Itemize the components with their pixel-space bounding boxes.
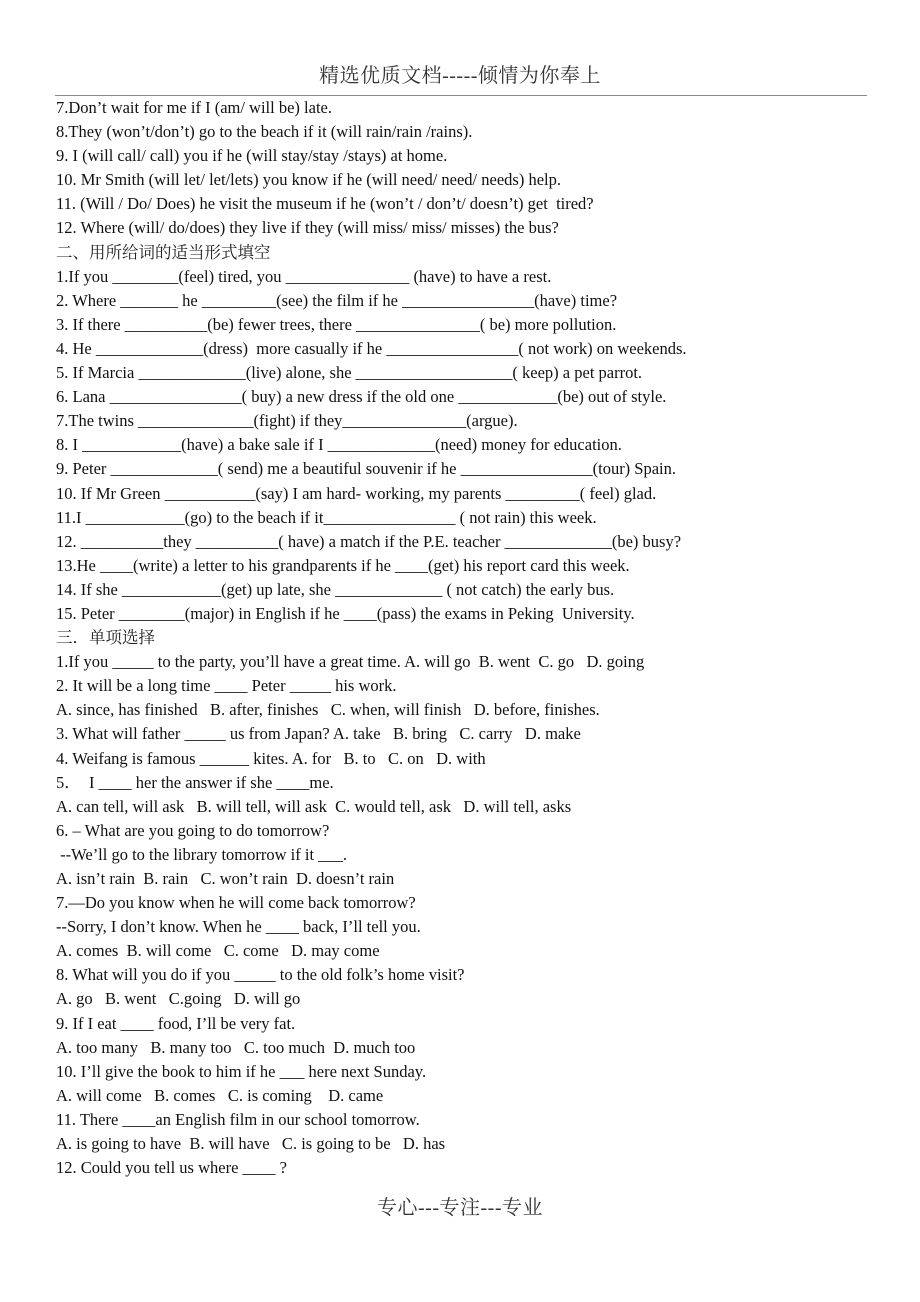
exercise-line: A. will come B. comes C. is coming D. came [56, 1085, 384, 1105]
exercise-line: A. since, has finished B. after, finishes C. when, will finish D. before, finishes. [56, 700, 600, 720]
exercise-line: 9. Peter _____________( send) me a beautiful souvenir if he ________________(tour) Spain. [56, 459, 677, 479]
exercise-line: 3. If there __________(be) fewer trees, there _______________( be) more pollution. [56, 314, 617, 334]
exercise-line: 4. He _____________(dress) more casually if he ________________( not work) on weekends. [56, 338, 687, 358]
exercise-line: 9. I (will call/ call) you if he (will stay/stay /stays) at home. [56, 146, 448, 166]
exercise-line: 12. Could you tell us where ____ ? [56, 1158, 287, 1178]
page-header: 精选优质文档-----倾情为你奉上 [319, 65, 601, 87]
exercise-line: 2. Where _______ he _________(see) the film if he ________________(have) time? [56, 290, 618, 310]
exercise-line: 12. Where (will/ do/does) they live if they (will miss/ miss/ misses) the bus? [56, 218, 559, 238]
exercise-line: 8. I ____________(have) a bake sale if I _____________(need) money for education. [56, 435, 622, 455]
exercise-line: 8.They (won’t/don’t) go to the beach if it (will rain/rain /rains). [56, 122, 473, 142]
exercise-line: 14. If she ____________(get) up late, she _____________ ( not catch) the early bus. [56, 579, 615, 599]
exercise-line: A. too many B. many too C. too much D. much too [56, 1037, 416, 1057]
exercise-line: 9. If I eat ____ food, I’ll be very fat. [56, 1013, 296, 1033]
exercise-line: A. go B. went C.going D. will go [56, 989, 301, 1009]
exercise-line: 2. It will be a long time ____ Peter _____ his work. [56, 676, 397, 696]
exercise-line: 10. If Mr Green ___________(say) I am hard- working, my parents _________( feel) glad. [56, 483, 657, 503]
exercise-line: 4. Weifang is famous ______ kites. A. for B. to C. on D. with [56, 748, 486, 768]
exercise-line: 8. What will you do if you _____ to the old folk’s home visit? [56, 965, 465, 985]
exercise-line: A. is going to have B. will have C. is going to be D. has [56, 1134, 446, 1154]
section-heading: 二、用所给词的适当形式填空 [56, 242, 271, 262]
exercise-line: 7.Don’t wait for me if I (am/ will be) late. [56, 98, 332, 117]
exercise-line: A. can tell, will ask B. will tell, will ask C. would tell, ask D. will tell, asks [56, 796, 572, 816]
exercise-line: 6. Lana ________________( buy) a new dress if the old one ____________(be) out of style. [56, 387, 667, 407]
exercise-line: A. isn’t rain B. rain C. won’t rain D. doesn’t rain [56, 869, 395, 888]
exercise-line: 3. What will father _____ us from Japan? A. take B. bring C. carry D. make [56, 724, 581, 744]
exercise-line: 5． I ____ her the answer if she ____me. [56, 772, 334, 792]
exercise-line: 11. (Will / Do/ Does) he visit the museum if he (won’t / don’t/ doesn’t) get tired? [56, 194, 594, 214]
exercise-line: --We’ll go to the library tomorrow if it ___. [56, 844, 348, 864]
exercise-line: 1.If you ________(feel) tired, you _______________ (have) to have a rest. [56, 266, 552, 286]
exercise-line: 1.If you _____ to the party, you’ll have a great time. A. will go B. went C. go D. going [56, 652, 645, 672]
exercise-line: 11. There ____an English film in our school tomorrow. [56, 1109, 420, 1129]
exercise-line: 7.—Do you know when he will come back tomorrow? [56, 893, 416, 913]
exercise-line: 10. Mr Smith (will let/ let/lets) you know if he (will need/ need/ needs) help. [56, 170, 561, 190]
section-heading: 三．单项选择 [56, 628, 155, 648]
exercise-line: 13.He ____(write) a letter to his grandparents if he ____(get) his report card this week. [56, 555, 630, 575]
exercise-line: 11.I ____________(go) to the beach if it________________ ( not rain) this week. [56, 507, 597, 527]
exercise-line: 6. – What are you going to do tomorrow? [56, 820, 330, 840]
exercise-line: 7.The twins ______________(fight) if they_______________(argue). [56, 411, 518, 431]
exercise-line: 12. __________they __________( have) a match if the P.E. teacher _____________(be) busy? [56, 531, 682, 551]
exercise-line: 5. If Marcia _____________(live) alone, she ___________________( keep) a pet parrot. [56, 363, 643, 383]
exercise-line: --Sorry, I don’t know. When he ____ back, I’ll tell you. [56, 917, 421, 937]
exercise-line: 10. I’ll give the book to him if he ___ here next Sunday. [56, 1061, 427, 1081]
page-footer: 专心---专注---专业 [377, 1197, 543, 1219]
worksheet-body [56, 96, 876, 1180]
exercise-line: A. comes B. will come C. come D. may come [56, 941, 380, 961]
exercise-line: 15. Peter ________(major) in English if he ____(pass) the exams in Peking University. [56, 603, 635, 623]
